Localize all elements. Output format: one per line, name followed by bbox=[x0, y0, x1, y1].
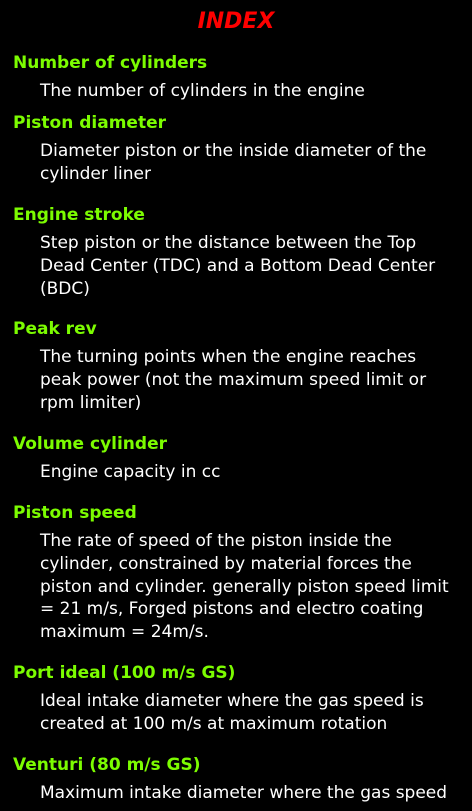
entry-definition: Engine capacity in cc bbox=[40, 462, 221, 482]
entry-definition: Step piston or the distance between the Top Dead Center (TDC) and a Bottom Dead Center (BDC) bbox=[40, 233, 436, 299]
entry-definition: The rate of speed of the piston inside the cylinder, constrained by material forces the piston and cylinder. generally piston speed limit = 21 m/s, Forged pistons and electro coating maximum = 24m/s. bbox=[40, 531, 449, 643]
index-entry-venturi bbox=[0, 751, 472, 811]
entry-term: Venturi (80 m/s GS) bbox=[13, 755, 201, 775]
entry-term: Volume cylinder bbox=[13, 434, 167, 454]
entry-definition: Diameter piston or the inside diameter of the cylinder liner bbox=[40, 141, 427, 184]
index-entry-volume-cylinder bbox=[0, 430, 472, 499]
entry-definition: Maximum intake diameter where the gas speed bbox=[40, 783, 448, 803]
entry-definition: Ideal intake diameter where the gas speed is created at 100 m/s at maximum rotation bbox=[40, 691, 424, 734]
entry-term: Port ideal (100 m/s GS) bbox=[13, 663, 236, 683]
entry-term: Piston speed bbox=[13, 503, 137, 523]
entry-term: Engine stroke bbox=[13, 205, 145, 225]
page-title: INDEX bbox=[197, 9, 275, 34]
entry-term: Number of cylinders bbox=[13, 53, 208, 73]
entry-term: Peak rev bbox=[13, 319, 97, 339]
entry-definition: The number of cylinders in the engine bbox=[40, 81, 365, 101]
index-entry-engine-stroke bbox=[0, 201, 472, 315]
index-entry-port-ideal bbox=[0, 659, 472, 751]
entry-term: Piston diameter bbox=[13, 113, 166, 133]
entry-definition: The turning points when the engine reaches peak power (not the maximum speed limit or rpm limiter) bbox=[40, 347, 427, 413]
index-list bbox=[0, 49, 472, 811]
index-entry-piston-diameter bbox=[0, 109, 472, 201]
index-entry-piston-speed bbox=[0, 499, 472, 659]
index-entry-peak-rev bbox=[0, 315, 472, 430]
index-entry-number-of-cylinders bbox=[0, 49, 472, 109]
